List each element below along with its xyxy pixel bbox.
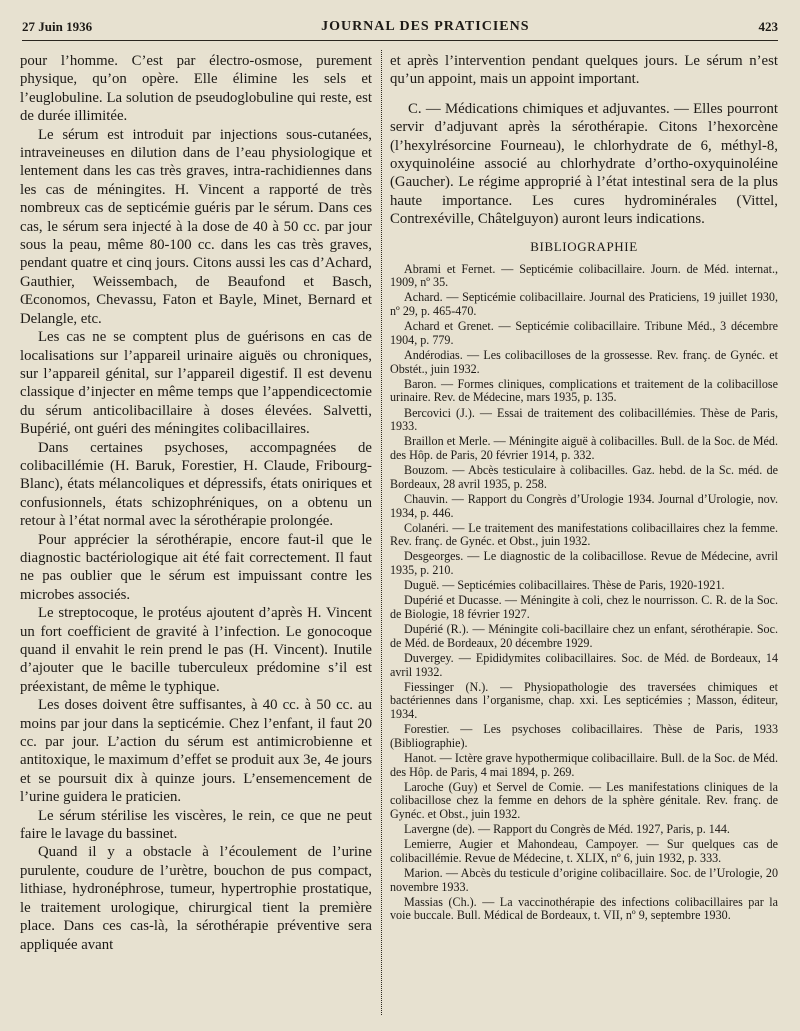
bibliography-entry: Lavergne (de). — Rapport du Congrès de Méd. 1927, Paris, p. 144. [404, 822, 730, 837]
paragraph: Dans certaines psychoses, accompagnées de colibacillémie (H. Baruk, Forestier, H. Claude, Fribourg-Blanc), états mélancoliques et dépressifs, états oniriques et confusionnels, états schizophréniques, on a obtenu un retour à l’état normal avec la sérothérapie prolongée. [20, 439, 372, 530]
paragraph: et après l’intervention pendant quelques jours. Le sérum n’est qu’un appoint, mais un appoint important. [390, 53, 778, 88]
bibliography-entry: Achard et Grenet. — Septicémie colibacillaire. Tribune Méd., 3 décembre 1904, p. 779. [390, 319, 778, 347]
left-column [20, 52, 372, 954]
bibliography-entry: Duguë. — Septicémies colibacillaires. Thèse de Paris, 1920-1921. [404, 578, 725, 593]
bibliography-entry: Duvergey. — Epididymites colibacillaires. Soc. de Méd. de Bordeaux, 14 avril 1932. [390, 651, 778, 679]
bibliography-entry: Marion. — Abcès du testicule d’origine colibacillaire. Soc. de l’Urologie, 20 novembre 1933. [390, 866, 778, 894]
bibliography-list [390, 263, 778, 923]
bibliography-entry: Achard. — Septicémie colibacillaire. Journal des Praticiens, 19 juillet 1930, nº 29, p. 465-470. [390, 290, 778, 319]
paragraph: Pour apprécier la sérothérapie, encore faut-il que le diagnostic bactériologique ait été fait correctement. Il faut ne pas oublier que le sérum est impuissant contre les microbes associés. [20, 531, 372, 603]
bibliography-entry: Desgeorges. — Le diagnostic de la colibacillose. Revue de Médecine, avril 1935, p. 210. [390, 549, 778, 578]
paragraph: pour l’homme. C’est par électro-osmose, purement physique, qu’on opère. Elle élimine les sels et l’euglobuline. La solution de pseudoglobuline qui reste, est de durée illimitée. [20, 53, 372, 125]
bibliography-entry: Fiessinger (N.). — Physiopathologie des traversées chimiques et bactériennes dans l’organisme, chap. xxi. Les septicémies ; Masson, éditeur, 1934. [390, 679, 778, 721]
paragraph: C. — Médications chimiques et adjuvantes. — Elles pourront servir d’adjuvant après la sérothérapie. Citons l’hexorcène (l’hexylrésorcine Fourneau), le chlorhydrate de 6, méthyl-8, oxyquinoléine associé au chlorhydrate d’ortho-oxyquinoléine (Gaucher). Le régime approprié à l’état intestinal sera de la plus haute importance. Les cures hydrominérales (Vittel, Contrexéville, Châtelguyon) auront leurs indications. [390, 100, 778, 228]
paragraph: Les cas ne se comptent plus de guérisons en cas de localisations sur l’appareil urinaire aiguës ou chroniques, sur l’appareil génital, sur l’appareil digestif. Il est devenu classique d’injecter en même temps que l’appendicectomie du sérum anticolibacillaire à doses élevées. Salvetti, Bupérié, ont guéri des méningites colibacillaires. [20, 329, 372, 438]
paragraph: Le streptocoque, le protéus ajoutent d’après H. Vincent un fort coefficient de gravité à l’infection. Le gonocoque quand il envahit le rein prend le pas (H. Vincent). Inutile d’ajouter que le bacille tuberculeux prédomine s’il est préexistant, de même le typhique. [20, 605, 372, 695]
paragraph: Le sérum stérilise les viscères, le rein, ce que ne peut faire le lavage du bassinet. [20, 807, 372, 843]
bibliography-entry: Bouzom. — Abcès testiculaire à colibacilles. Gaz. hebd. de la Sc. méd. de Bordeaux, 28 avril 1935, p. 258. [390, 463, 778, 491]
bibliography-entry: Baron. — Formes cliniques, complications et traitement de la colibacillose urinaire. Rev. de Médecine, mars 1935, p. 135. [390, 376, 778, 405]
bibliography-entry: Hanot. — Ictère grave hypothermique colibacillaire. Bull. de la Soc. de Méd. des Hôp. de Paris, 4 mai 1894, p. 269. [390, 750, 778, 779]
bibliography-entry: Andérodias. — Les colibacilloses de la grossesse. Rev. franç. de Gynéc. et Obstét., juin 1932. [390, 348, 778, 376]
bibliography-entry: Chauvin. — Rapport du Congrès d’Urologie 1934. Journal d’Urologie, nov. 1934, p. 446. [390, 491, 778, 520]
paragraph: Le sérum est introduit par injections sous-cutanées, intraveineuses en dilution dans de l’eau physiologique et lentement dans les cas très graves, intra-rachidiennes dans les cas de méningites. H. Vincent a rapporté de très nombreux cas de septicémie guéris par le sérum. Dans ces cas, le sérum sera injecté à la dose de 40 à 50 cc. par jour sous la peau, même 80-100 cc. dans les cas très graves, pendant quatre et cinq jours. Citons aussi les cas d’Achard, Gauthier, Weissembach, de Beaufond et Basch, Œconomos, Chevassu, Faton et Bayle, Minet, Bernard et Delangle, etc. [20, 126, 372, 327]
paragraph: Les doses doivent être suffisantes, à 40 cc. à 50 cc. au moins par jour dans la septicémie. Chez l’enfant, il faut 20 cc. par jour. L’action du sérum est antimicrobienne et antitoxique, le maximum d’effet se produit aux 3e, 4e jours et se poursuit dix à quinze jours. L’ensemencement de l’urine guidera le praticien. [20, 697, 372, 806]
issue-date: 27 Juin 1936 [22, 19, 93, 34]
bibliography-entry: Bercovici (J.). — Essai de traitement des colibacillémies. Thèse de Paris, 1933. [390, 405, 778, 434]
bibliography-title: BIBLIOGRAPHIE [530, 238, 638, 254]
right-column [390, 52, 778, 925]
bibliography-entry: Braillon et Merle. — Méningite aiguë à colibacilles. Bull. de la Soc. de Méd. des Hôp. de Paris, 20 février 1914, p. 332. [390, 434, 778, 462]
bibliography-entry: Dupérié et Ducasse. — Méningite à coli, chez le nourrisson. C. R. de la Soc. de Biologie, 18 février 1927. [390, 593, 778, 622]
paragraph: Quand il y a obstacle à l’écoulement de l’urine purulente, coudure de l’urètre, bouchon de pus compact, lithiase, hydronéphrose, tumeur, hypertrophie prostatique, le traitement urologique, chirurgical tient la première place. Dans ces cas-là, la sérothérapie préventive sera appliquée avant [20, 844, 372, 953]
bibliography-entry: Massias (Ch.). — La vaccinothérapie des infections colibacillaires par la voie buccale. Bull. Médical de Bordeaux, t. VII, nº 9, septembre 1930. [390, 894, 778, 923]
column-divider [381, 50, 382, 1015]
bibliography-entry: Abrami et Fernet. — Septicémie colibacillaire. Journ. de Méd. internat., 1909, nº 35. [390, 261, 778, 290]
page-header [22, 14, 778, 41]
bibliography-entry: Forestier. — Les psychoses colibacillaires. Thèse de Paris, 1933 (Bibliographie). [390, 722, 778, 750]
bibliography-entry: Lemierre, Augier et Mahondeau, Campoyer. — Sur quelques cas de colibacillémie. Revue de Médecine, t. XLIX, nº 6, juin 1932, p. 333. [390, 837, 778, 865]
bibliography-entry: Dupérié (R.). — Méningite coli-bacillaire chez un enfant, sérothérapie. Soc. de Méd. de Bordeaux, 20 décembre 1929. [390, 622, 778, 650]
journal-title: JOURNAL DES PRATICIENS [321, 19, 530, 34]
page-number: 423 [758, 19, 778, 34]
bibliography-entry: Colanéri. — Le traitement des manifestations colibacillaires chez la femme. Rev. franç. de Gynéc. et Obst., juin 1932. [390, 520, 778, 549]
bibliography-entry: Laroche (Guy) et Servel de Comie. — Les manifestations cliniques de la colibacillose chez la femme en dehors de la sphère génitale. Rev. franç. de Gynéc. et Obst., juin 1932. [390, 779, 778, 821]
